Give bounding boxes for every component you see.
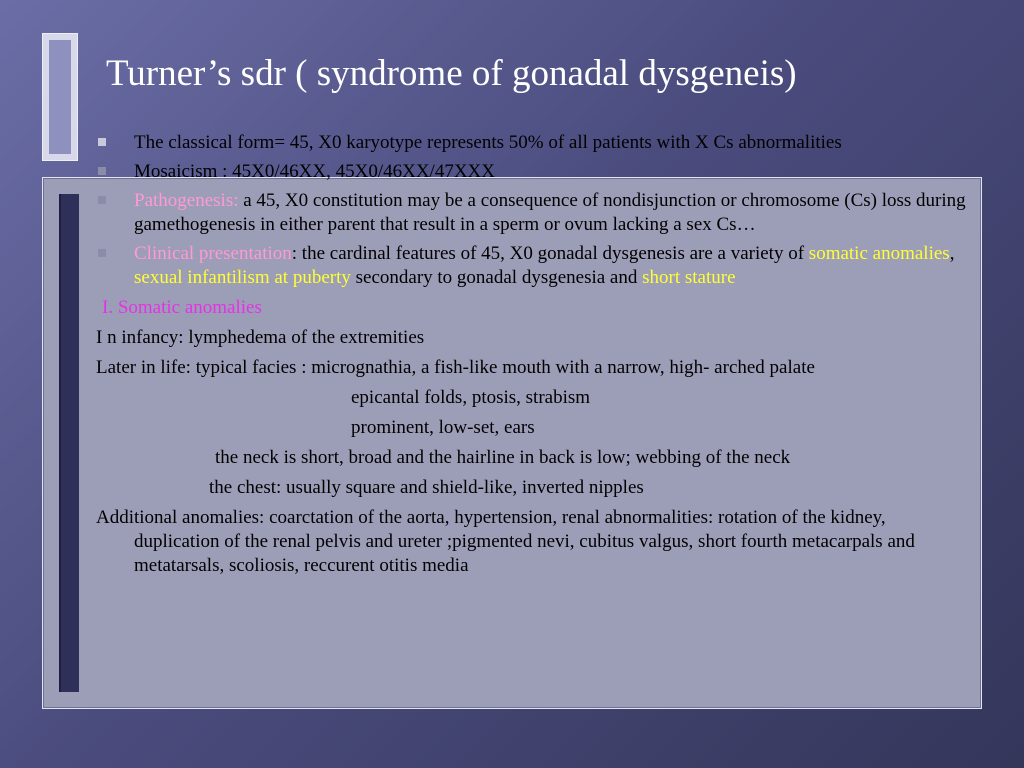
bullet-mosaicism [96, 160, 966, 184]
square-bullet-icon [98, 249, 106, 257]
line-later-in-life: Later in life: typical facies : micrognathia, a fish-like mouth with a narrow, high- arched palate [96, 357, 815, 378]
decorative-bar-bottom [59, 194, 79, 692]
bullet-text: secondary to gonadal dysgenesia and [350, 267, 643, 288]
highlight-somatic-anomalies: somatic anomalies [808, 243, 950, 264]
section-heading: I. Somatic anomalies [102, 297, 262, 318]
slide-title: Turner’s sdr ( syndrome of gonadal dysgeneis) [106, 53, 797, 94]
line-neck: the neck is short, broad and the hairline in back is low; webbing of the neck [215, 447, 791, 468]
line-epicantal: epicantal folds, ptosis, strabism [351, 387, 591, 408]
pathogenesis-label: Pathogenesis: [134, 190, 239, 211]
line-infancy: I n infancy: lymphedema of the extremities [96, 327, 425, 348]
bullet-classical-form [96, 131, 966, 155]
bullet-text: : the cardinal features of 45, X0 gonadal dysgenesis are a variety of [291, 243, 809, 264]
highlight-short-stature: short stature [642, 267, 736, 288]
square-bullet-icon [98, 138, 106, 146]
line-chest: the chest: usually square and shield-like, inverted nipples [209, 477, 644, 498]
highlight-sexual-infantilism: sexual infantilism at puberty [134, 267, 351, 288]
bullet-text: a 45, X0 constitution may be a consequence of nondisjunction or chromosome (Cs) loss during gamethogenesis in either parent that result in a sperm or ovum lacking a sex Cs… [134, 190, 966, 235]
square-bullet-icon [98, 167, 106, 175]
bullet-text: Mosaicism : 45X0/46XX, 45X0/46XX/47XXX [134, 161, 495, 182]
line-additional-anomalies: Additional anomalies: coarctation of the aorta, hypertension, renal abnormalities: rotation of the kidney, duplication of the renal pelvis and ureter ;pigmented nevi, cubitus valgus, short fourth metacarpals and metatarsals, scoliosis, reccurent otitis media [96, 507, 915, 576]
decorative-bar-top [42, 33, 78, 161]
bullet-clinical-presentation [96, 242, 966, 290]
clinical-presentation-label: Clinical presentation [134, 243, 292, 264]
bullet-text: The classical form= 45, X0 karyotype represents 50% of all patients with X Cs abnormalities [134, 132, 842, 153]
line-ears: prominent, low-set, ears [351, 417, 535, 438]
separator-text: , [949, 243, 955, 264]
square-bullet-icon [98, 196, 106, 204]
slide-body [96, 131, 966, 578]
bullet-pathogenesis [96, 189, 966, 237]
